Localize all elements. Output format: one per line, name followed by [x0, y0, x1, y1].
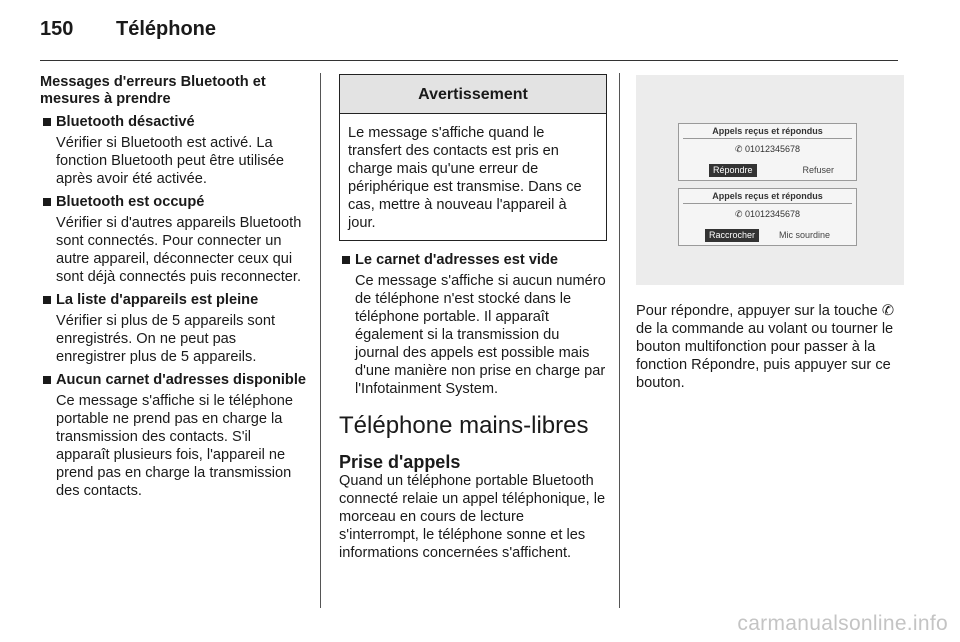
column-2 [339, 74, 607, 562]
bullet-icon [342, 256, 350, 264]
caller-number [679, 209, 856, 220]
item-title: Le carnet d'adresses est vide [355, 252, 559, 268]
item-body: Vérifier si Bluetooth est activé. La fonction Bluetooth peut être utilisée après avoir été activée. [56, 135, 284, 187]
item-body: Vérifier si plus de 5 appareils sont enregistrés. On ne peut pas enregistrer plus de 5 appareils. [56, 313, 276, 365]
phone-icon: ✆ [734, 144, 743, 154]
hangup-button: Raccrocher [705, 229, 759, 242]
column-1 [40, 74, 308, 500]
warning-body: Le message s'affiche quand le transfert des contacts est pris en charge mais qu'une erreur de périphérique est transmise. Dans ce cas, mettre à nouveau l'appareil à jour. [348, 125, 582, 231]
paragraph-text: de la commande au volant ou tourner le bouton multifonction pour passer à la fonction Répondre, puis appuyer sur ce bouton. [636, 321, 894, 391]
list-item [40, 113, 308, 188]
item-title: Aucun carnet d'adresses disponible [56, 372, 307, 388]
screen-divider [683, 203, 852, 204]
list-item [40, 291, 308, 366]
caller-number [679, 144, 856, 155]
mute-button: Mic sourdine [778, 230, 830, 240]
paragraph [636, 302, 904, 392]
watermark: carmanualsonline.info [737, 612, 948, 635]
page-title: Téléphone [116, 18, 217, 40]
subsection-heading: Prise d'appels [339, 452, 461, 472]
call-screen-active [678, 188, 857, 246]
item-body: Ce message s'affiche si le téléphone portable ne prend pas en charge la transmission des contacts. S'il apparaît plusieurs fois, l'appareil ne prend pas en charge la transmission des contacts. [56, 393, 293, 499]
caller-number-text: 01012345678 [745, 144, 801, 154]
column-divider-2 [619, 73, 620, 608]
warning-box [339, 74, 607, 241]
list-item [40, 193, 308, 286]
phone-icon: ✆ [881, 303, 895, 319]
phone-icon: ✆ [734, 209, 743, 219]
header-rule [40, 60, 898, 61]
section-title: Messages d'erreurs Bluetooth et mesures à prendre [40, 74, 266, 107]
screen-illustration [636, 75, 904, 285]
list-item [40, 371, 308, 500]
screen-title: Appels reçus et répondus [712, 126, 823, 136]
paragraph: Quand un téléphone portable Bluetooth connecté relaie un appel téléphonique, le morceau en cours de lecture s'interrompt, le téléphone sonne et les informations concernées s'affichent. [339, 473, 606, 561]
item-title: Bluetooth désactivé [56, 114, 195, 130]
item-title: Bluetooth est occupé [56, 194, 205, 210]
bullet-icon [43, 198, 51, 206]
screen-title: Appels reçus et répondus [712, 191, 823, 201]
warning-title: Avertissement [340, 75, 606, 114]
list-item [339, 251, 607, 398]
screen-divider [683, 138, 852, 139]
page-number: 150 [40, 18, 74, 40]
bullet-icon [43, 376, 51, 384]
item-body: Vérifier si d'autres appareils Bluetooth sont connectés. Pour connecter un autre appareil, déconnecter ceux qui sont déjà connectés puis reconnecter. [56, 215, 302, 285]
bullet-icon [43, 118, 51, 126]
paragraph-text: Pour répondre, appuyer sur la touche [636, 303, 878, 319]
item-body: Ce message s'affiche si aucun numéro de téléphone n'est stocké dans le téléphone portable. Il apparaît également si la transmission du journal des appels est possible mais d'une manière non prise en charge par l'Infotainment System. [355, 273, 606, 397]
reject-button: Refuser [802, 165, 834, 175]
section-heading: Téléphone mains-libres [339, 412, 589, 439]
bullet-icon [43, 296, 51, 304]
column-divider-1 [320, 73, 321, 608]
call-screen-incoming [678, 123, 857, 181]
item-title: La liste d'appareils est pleine [56, 292, 259, 308]
caller-number-text: 01012345678 [745, 209, 801, 219]
answer-button: Répondre [709, 164, 757, 177]
page-header [40, 18, 216, 41]
column-3 [636, 74, 904, 392]
